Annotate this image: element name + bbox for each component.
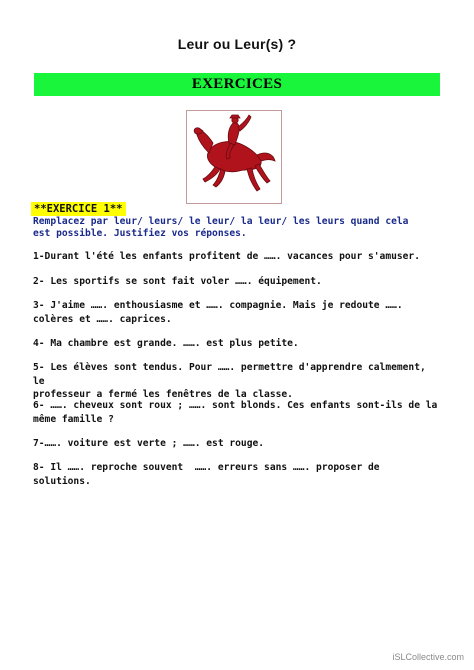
exercise-item-4: 4- Ma chambre est grande. ……. est plus petite. — [33, 338, 299, 349]
exercise-item-6: 6- ……. cheveux sont roux ; ……. sont blonds. Ces enfants sont-ils de la même famille ? — [33, 400, 438, 425]
watermark: iSLCollective.com — [392, 652, 464, 662]
exercise-item-7: 7-……. voiture est verte ; ……. est rouge. — [33, 438, 265, 449]
exercise-item-2: 2- Les sportifs se sont fait voler ……. équipement. — [33, 276, 322, 287]
exercises-banner — [34, 73, 440, 96]
instructions: Remplacez par leur/ leurs/ le leur/ la leur/ les leurs quand cela est possible. Justifiez vos réponses. — [33, 216, 409, 239]
exercise-item-8: 8- Il ……. reproche souvent ……. erreurs sans ……. proposer de solutions. — [33, 462, 386, 487]
exercise-item-3: 3- J'aime ……. enthousiasme et ……. compagnie. Mais je redoute ……. colères et ……. caprices. — [33, 300, 403, 325]
exercise-item-1: 1-Durant l'été les enfants profitent de ……. vacances pour s'amuser. — [33, 251, 420, 262]
page-title: Leur ou Leur(s) ? — [177, 36, 297, 52]
exercise-heading: **EXERCICE 1** — [31, 202, 126, 216]
banner-label: EXERCICES — [191, 76, 283, 92]
illustration-frame — [186, 110, 282, 204]
exercise-item-5: 5- Les élèves sont tendus. Pour ……. permettre d'apprendre calmement, le professeur a fermé les fenêtres de la classe. — [33, 362, 426, 400]
bucking-horse-rider-icon — [187, 111, 281, 203]
